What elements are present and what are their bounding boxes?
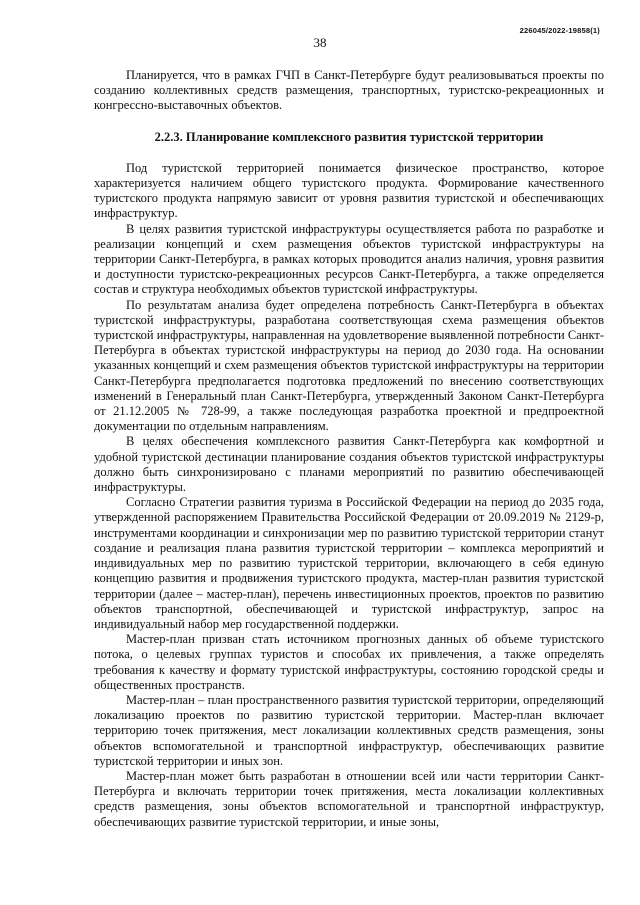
body-paragraph: В целях обеспечения комплексного развития Санкт-Петербурга как комфортной и удобной туристской дестинации планирование создания объектов туристской инфраструктуры должно быть синхронизировано с планами мероприятий по развитию обеспечивающей инфраструктуры. [94,434,604,495]
body-paragraph: По результатам анализа будет определена потребность Санкт-Петербурга в объектах туристской инфраструктуры, разработана соответствующая схема размещения объектов туристской инфраструктуры, направленная на удовлетворение выявленной потребности Санкт-Петербурга в объектах туристской инфраструктуры на период до 2030 года. На основании указанных концепций и схем размещения объектов туристской инфраструктуры на территории Санкт-Петербурга предполагается подготовка предложений по внесению соответствующих изменений в Генеральный план Санкт-Петербурга, утвержденный Законом Санкт-Петербурга от 21.12.2005 № 728-99, а также последующая разработка проектной и предпроектной документации по отдельным направлениям. [94,297,604,434]
body-paragraph: В целях развития туристской инфраструктуры осуществляется работа по разработке и реализации концепций и схем размещения объектов туристской инфраструктуры на территории Санкт-Петербурга, в рамках которых проводится анализ наличия, уровня развития и доступности туристско-рекреационных ресурсов Санкт-Петербурга, а также определяется состав и структура необходимых объектов туристской инфраструктуры. [94,221,604,297]
body-paragraph: Мастер-план может быть разработан в отношении всей или части территории Санкт-Петербурга и включать территории точек притяжения, места локализации коллективных средств размещения, зоны объектов вспомогательной и транспортной инфраструктур, обеспечивающих развитие туристской территории, и иные зоны, [94,768,604,829]
page-number: 38 [313,35,327,50]
body-paragraph: Под туристской территорией понимается физическое пространство, которое характеризуется наличием общего туристского продукта. Формирование качественного туристского продукта напрямую зависит от уровня развития туристской и обеспечивающих инфраструктур. [94,160,604,221]
body-paragraph: Мастер-план призван стать источником прогнозных данных об объеме туристского потока, о целевых группах туристов и способах их привлечения, а также определять требования к качеству и формату туристской инфраструктуры, состоянию городской среды и общественных пространств. [94,632,604,692]
body-paragraph: Согласно Стратегии развития туризма в Российской Федерации на период до 2035 года, утвержденной распоряжением Правительства Российской Федерации от 20.09.2019 № 2129-р, инструментами координации и синхронизации мер по развитию туристской территории станут создание и реализация плана развития туристской территории – комплекса мероприятий и индивидуальных мер по развитию туристской территории, включающего в себя единую концепцию развития и продвижения туристского продукта, мастер-план развития туристской территории (далее – мастер-план), перечень инвестиционных проектов, проектов по развитию объектов транспортной, обеспечивающей и туристской инфраструктур, запрос на индивидуальный набор мер государственной поддержки. [94,495,604,631]
page-content [94,68,604,830]
section-heading: 2.2.3. Планирование комплексного развития туристской территории [154,129,544,144]
intro-paragraph: Планируется, что в рамках ГЧП в Санкт-Петербурге будут реализовываться проекты по созданию коллективных средств размещения, транспортных, туристско-рекреационных и конгрессно-выставочных объектов. [94,68,604,113]
document-id: 226045/2022-19858(1) [519,26,600,35]
body-paragraph: Мастер-план – план пространственного развития туристской территории, определяющий локализацию проектов по развитию туристской территории. Мастер-план включает территорию точек притяжения, мест локализации коллективных средств размещения, зоны объектов вспомогательной и транспортной инфраструктур, обеспечивающих развитие туристской территории и иных зон. [94,692,604,768]
